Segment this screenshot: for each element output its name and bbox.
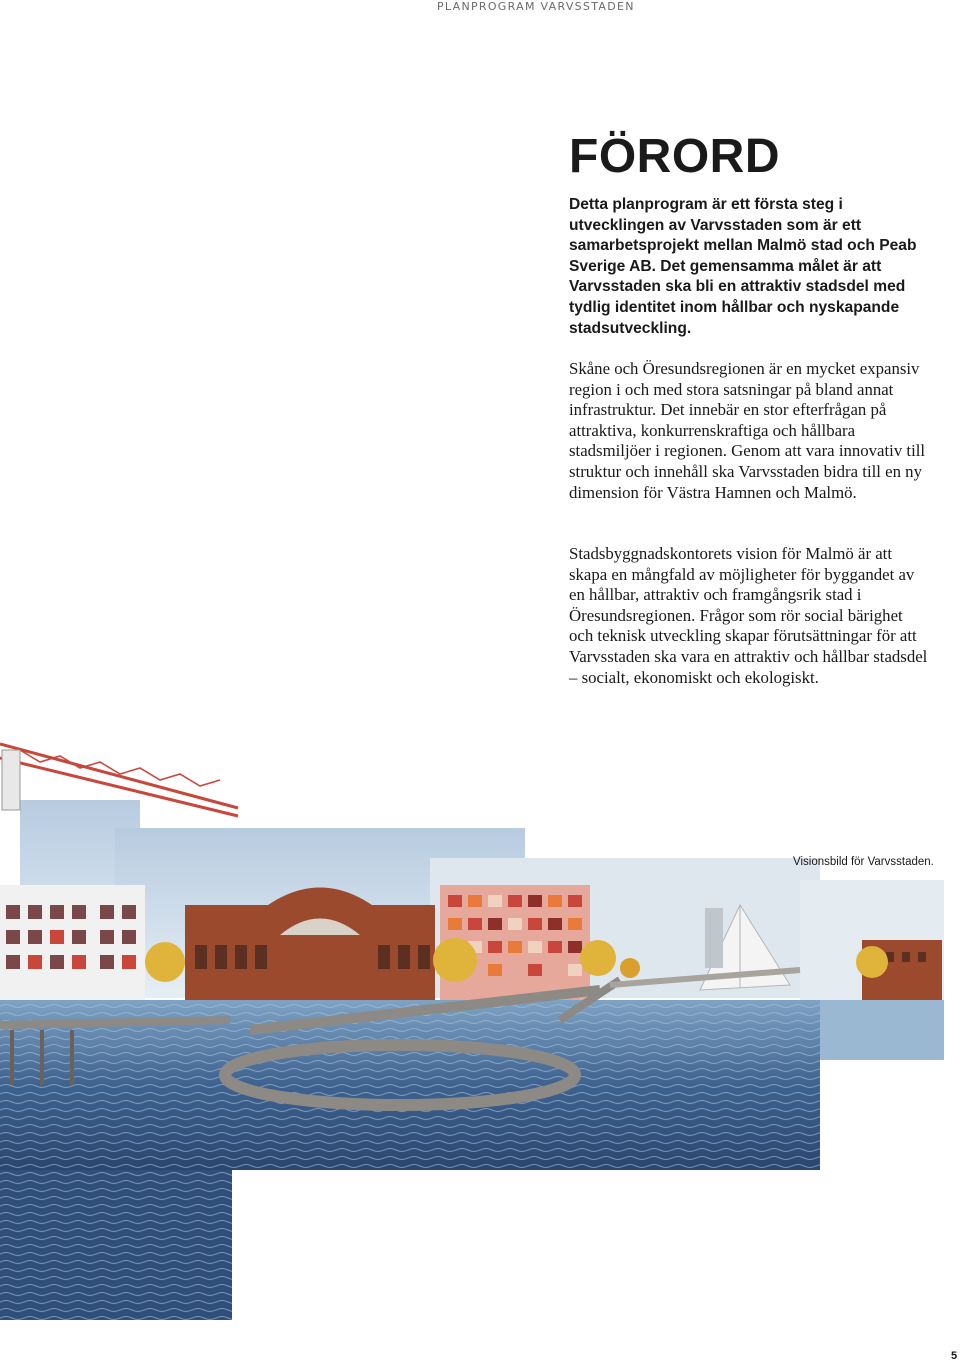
white-apartment-building xyxy=(0,885,145,1005)
body-paragraph-2: Stadsbyggnadskontorets vision för Malmö är att skapa en mångfald av möjligheter för byggandet av en hållbar, attraktiv och framgångsrik stad i Öresundsregionen. Frågor som rör social bärighet och teknisk utveckling skapar förutsättningar för att Varvsstaden ska vara en attraktiv och hållbar stadsdel – socialt, ekonomiskt och ekologiskt. xyxy=(569,544,928,687)
running-header: PLANPROGRAM VARVSSTADEN xyxy=(437,0,635,13)
brick-hall xyxy=(185,888,435,1011)
figure-caption: Visionsbild för Varvsstaden. xyxy=(793,856,934,868)
body-paragraph-1: Skåne och Öresundsregionen är en mycket expansiv region i och med stora satsningar på bland annat infrastruktur. Det innebär en stor efterfrågan på attraktiva, konkurrenskraftiga och hållbara stadsmiljöer i regionen. Genom att vara innovativ till struktur och innehåll ska Varvsstaden bidra till en ny dimension för Västra Hamnen och Malmö. xyxy=(569,359,926,502)
page-title: FÖRORD xyxy=(569,130,780,183)
lead-paragraph: Detta planprogram är ett första steg i utvecklingen av Varvsstaden som är ett samarbetsprojekt mellan Malmö stad och Peab Sverige AB. Det gemensamma målet är att Varvsstaden ska bli en attraktiv stadsdel med tydlig identitet inom hållbar och nyskapande stadsutveckling. xyxy=(569,196,917,337)
vision-image-collage xyxy=(0,730,960,1330)
page-number: 5 xyxy=(951,1350,958,1362)
